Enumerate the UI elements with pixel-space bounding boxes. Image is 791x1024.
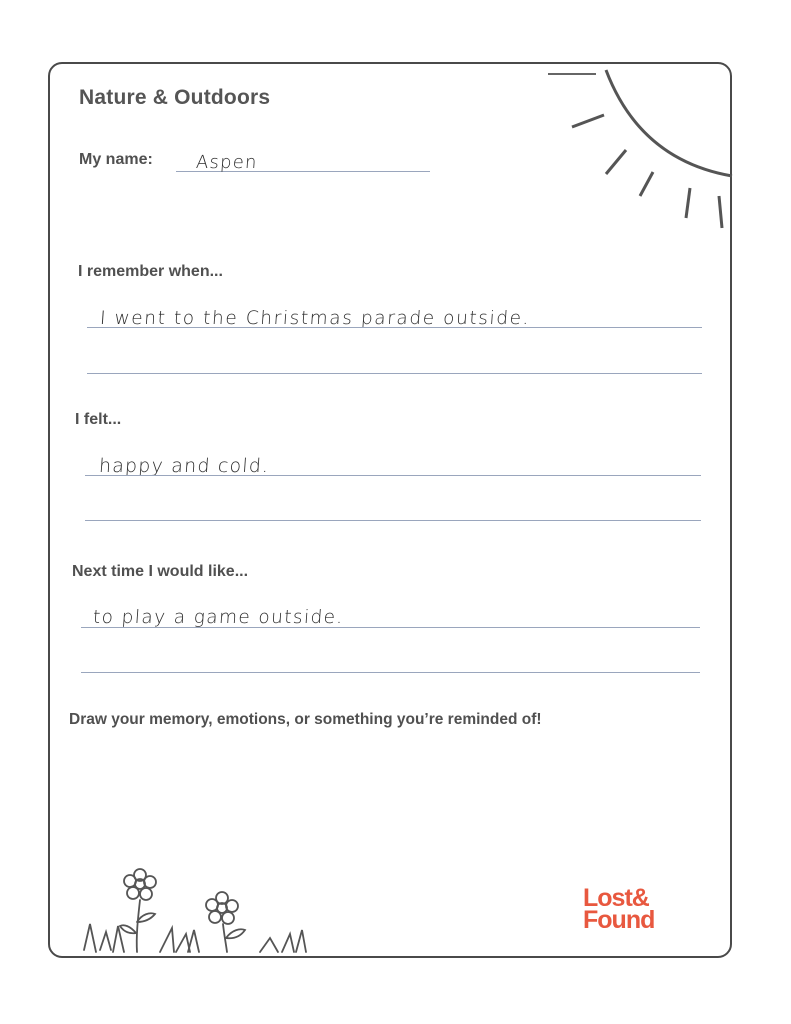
next-time-line-2 — [81, 672, 700, 673]
remember-line-1 — [87, 327, 702, 328]
remember-label: I remember when... — [78, 263, 223, 280]
worksheet-title: Nature & Outdoors — [79, 86, 271, 109]
remember-answer[interactable]: I went to the Christmas parade outside. — [99, 308, 531, 329]
next-time-answer[interactable]: to play a game outside. — [92, 607, 345, 628]
felt-line-1 — [85, 475, 701, 476]
drawing-area[interactable] — [70, 745, 710, 865]
logo-line-1: Lost& — [583, 884, 649, 912]
felt-line-2 — [85, 520, 701, 521]
next-time-label: Next time I would like... — [72, 563, 249, 580]
next-time-line-1 — [81, 627, 700, 628]
lost-and-found-logo — [583, 884, 655, 934]
remember-line-2 — [87, 373, 702, 374]
logo-line-2: Found — [583, 906, 655, 934]
felt-answer[interactable]: happy and cold. — [98, 455, 271, 477]
felt-label: I felt... — [75, 411, 122, 428]
name-label: My name: — [79, 151, 153, 168]
name-field[interactable]: Aspen — [195, 152, 259, 173]
draw-prompt: Draw your memory, emotions, or something you’re reminded of! — [69, 711, 542, 728]
